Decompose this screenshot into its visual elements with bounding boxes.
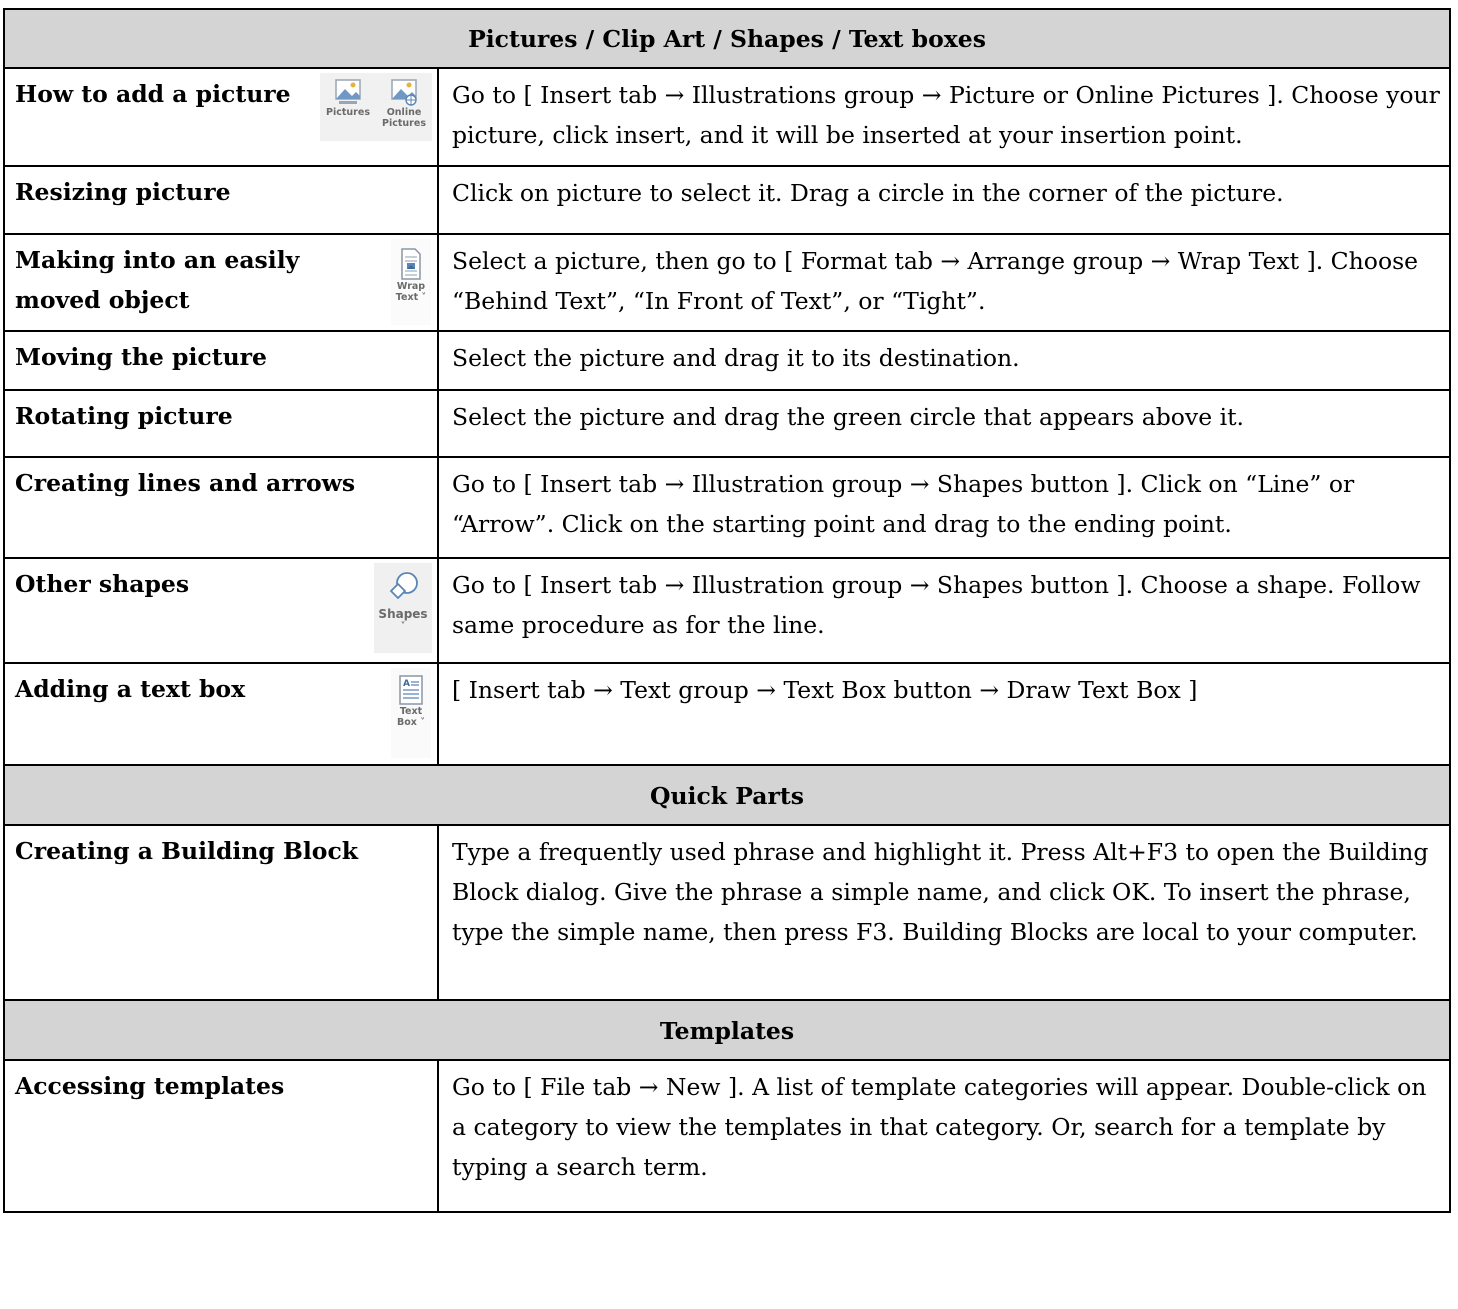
wrap-label: Wrap <box>396 281 426 292</box>
topic-cell <box>4 457 438 558</box>
topic-cell <box>4 558 438 663</box>
section-header-row <box>4 9 1450 68</box>
pictures-ribbon-buttons <box>320 73 432 141</box>
pictures-button[interactable] <box>322 77 374 129</box>
description-cell: Select the picture and drag it to its destination. <box>438 331 1450 390</box>
online-label: Online <box>386 107 422 118</box>
topic-cell <box>4 331 438 390</box>
topic-cell <box>4 166 438 234</box>
topic-label: How to add a picture <box>15 80 291 108</box>
topic-label: Resizing picture <box>15 178 231 206</box>
topic-label: Other shapes <box>15 570 190 598</box>
table-row <box>4 390 1450 457</box>
description-cell: Go to [ Insert tab → Illustration group → Shapes button ]. Click on “Line” or “Arrow”. Click on the starting point and drag to the ending point. <box>438 457 1450 558</box>
topic-label: Rotating picture <box>15 402 233 430</box>
section-title-cell <box>4 765 1450 825</box>
topic-label: Creating lines and arrows <box>15 469 356 497</box>
table-row <box>4 68 1450 166</box>
text-label: Text <box>399 706 423 717</box>
topic-cell <box>4 663 438 765</box>
topic-cell <box>4 1060 438 1212</box>
table-row <box>4 331 1450 390</box>
table-row <box>4 825 1450 1000</box>
pictures-icon <box>333 77 363 107</box>
description-cell: Select the picture and drag the green circle that appears above it. <box>438 390 1450 457</box>
shapes-label: Shapes <box>378 607 428 621</box>
topic-label: Adding a text box <box>15 675 246 703</box>
chevron-down-icon: ˅ <box>400 621 406 632</box>
section-title: Pictures / Clip Art / Shapes / Text boxes <box>468 25 986 53</box>
reference-table <box>3 8 1451 1213</box>
table-row <box>4 663 1450 765</box>
topic-cell <box>4 825 438 1000</box>
table-row <box>4 234 1450 331</box>
section-title: Quick Parts <box>650 781 804 810</box>
online-pictures-button[interactable] <box>378 77 430 129</box>
topic-label: Moving the picture <box>15 343 267 371</box>
description-cell: Go to [ Insert tab → Illustration group → Shapes button ]. Choose a shape. Follow same procedure as for the line. <box>438 558 1450 663</box>
table-row <box>4 166 1450 234</box>
description-cell: Type a frequently used phrase and highlight it. Press Alt+F3 to open the Building Block dialog. Give the phrase a simple name, and click OK. To insert the phrase, type the simple name, then press F3. Building Blocks are local to your computer. <box>438 825 1450 1000</box>
pictures-label: Pictures <box>326 107 370 118</box>
online-pictures-label: Pictures <box>382 118 426 129</box>
description-cell: [ Insert tab → Text group → Text Box button → Draw Text Box ] <box>438 663 1450 765</box>
text-box-icon <box>398 674 424 706</box>
table-row <box>4 457 1450 558</box>
table-row <box>4 558 1450 663</box>
topic-cell <box>4 234 438 331</box>
table-row <box>4 1060 1450 1212</box>
svg-text:A: A <box>403 679 410 689</box>
description-cell: Select a picture, then go to [ Format tab → Arrange group → Wrap Text ]. Choose “Behind Text”, “In Front of Text”, or “Tight”. <box>438 234 1450 331</box>
description-cell: Go to [ File tab → New ]. A list of template categories will appear. Double-click on a category to view the templates in that category. Or, search for a template by typing a search term. <box>438 1060 1450 1212</box>
wrap-text-label: Text ˅ <box>395 292 427 303</box>
topic-label: Accessing templates <box>15 1072 285 1100</box>
topic-cell <box>4 390 438 457</box>
section-title-cell <box>4 9 1450 68</box>
section-title-cell <box>4 1000 1450 1060</box>
wrap-text-icon <box>399 247 423 281</box>
wrap-text-button[interactable] <box>391 239 431 325</box>
topic-label: Making into an easily moved object <box>15 246 300 314</box>
section-header-row <box>4 765 1450 825</box>
shapes-icon <box>383 569 423 609</box>
section-title: Templates <box>659 1016 795 1045</box>
box-label: Box ˅ <box>397 717 425 728</box>
topic-label: Creating a Building Block <box>15 837 359 865</box>
online-pictures-icon <box>389 77 419 107</box>
text-box-button[interactable] <box>391 668 431 758</box>
section-header-row <box>4 1000 1450 1060</box>
topic-cell <box>4 68 438 166</box>
description-cell: Go to [ Insert tab → Illustrations group → Picture or Online Pictures ]. Choose your picture, click insert, and it will be inserted at your insertion point. <box>438 68 1450 166</box>
description-cell: Click on picture to select it. Drag a circle in the corner of the picture. <box>438 166 1450 234</box>
shapes-button[interactable] <box>374 563 432 653</box>
